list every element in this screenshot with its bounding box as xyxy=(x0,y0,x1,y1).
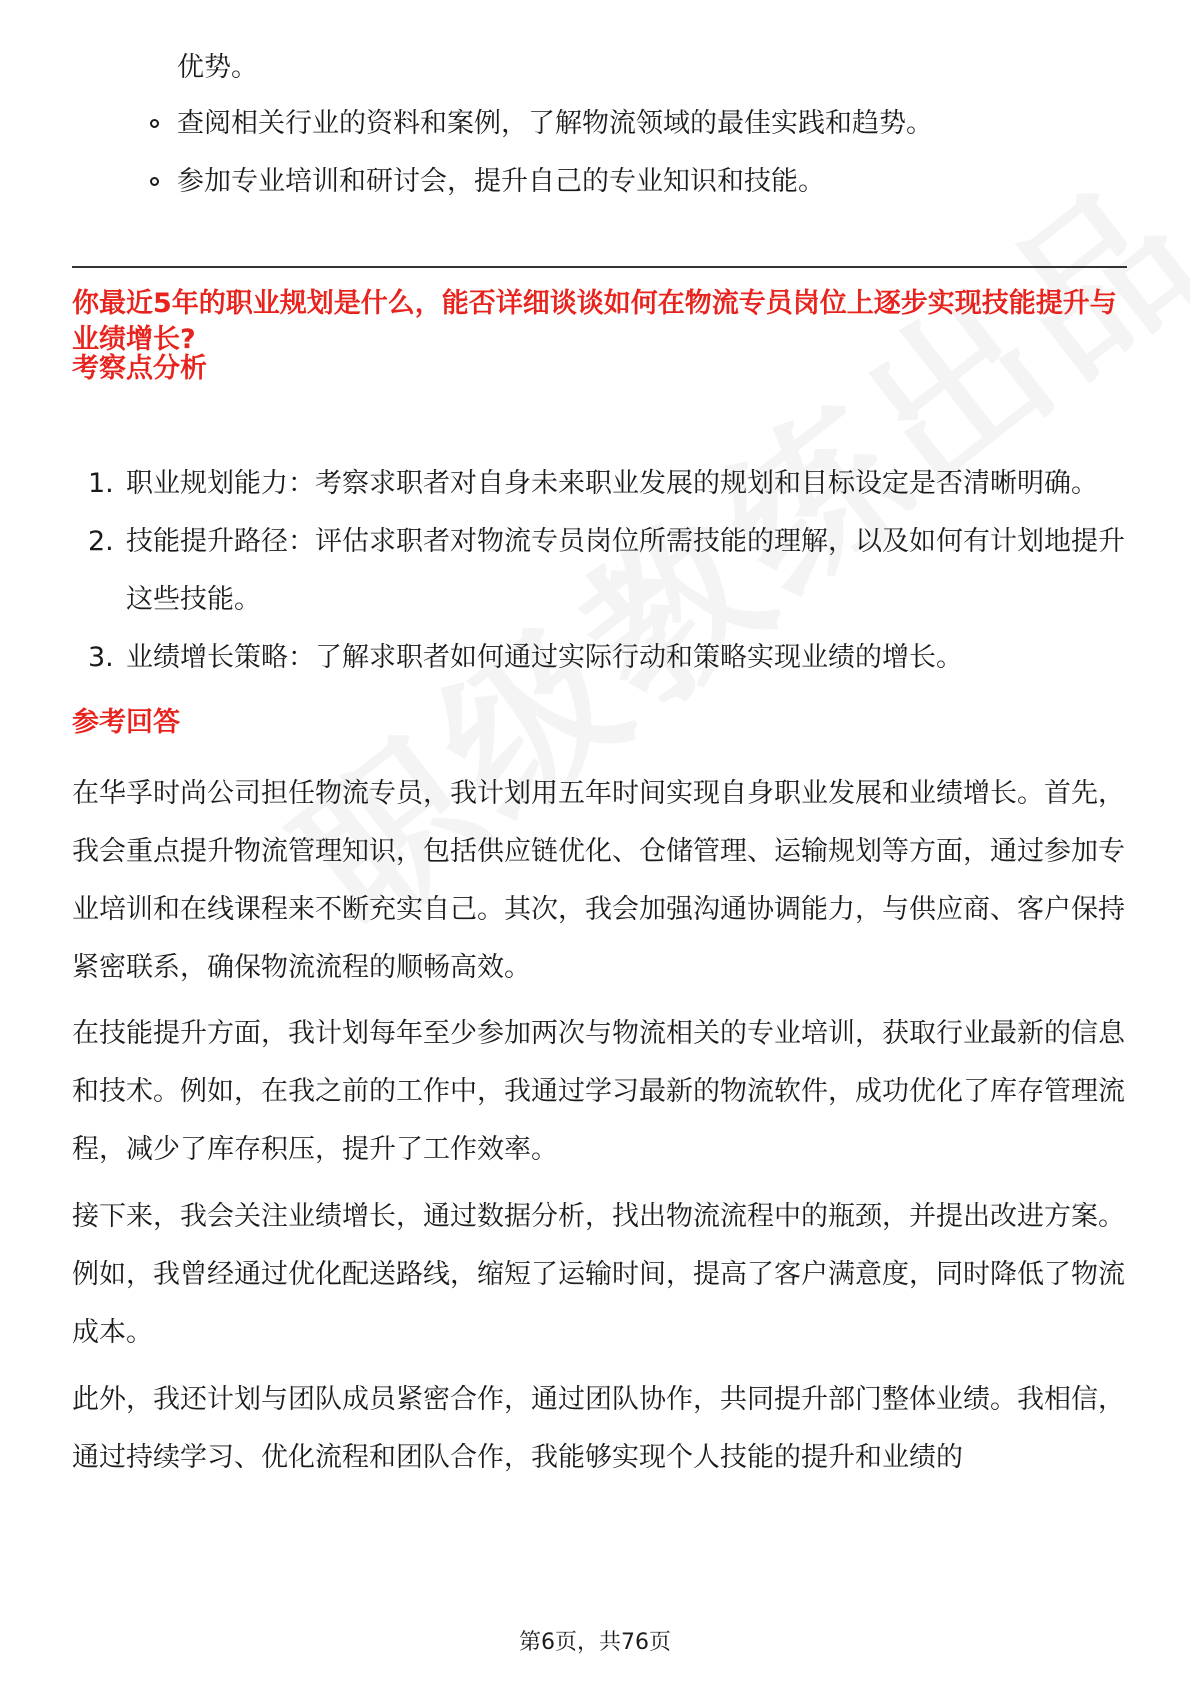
bullet-text: 参加专业培训和研讨会，提升自己的专业知识和技能。 xyxy=(177,166,825,197)
list-item xyxy=(88,629,1138,687)
item-text: 职业规划能力：考察求职者对自身未来职业发展的规划和目标设定是否清晰明确。 xyxy=(126,468,1098,499)
list-item xyxy=(88,455,1138,513)
list-item xyxy=(150,162,933,202)
answer-paragraph: 接下来，我会关注业绩增长，通过数据分析，找出物流流程中的瓶颈，并提出改进方案。例如，我曾经通过优化配送路线，缩短了运输时间，提高了客户满意度，同时降低了物流成本。 xyxy=(72,1201,1125,1348)
item-text: 技能提升路径：评估求职者对物流专员岗位所需技能的理解，以及如何有计划地提升这些技能。 xyxy=(126,526,1125,615)
answer-paragraph: 在华孚时尚公司担任物流专员，我计划用五年时间实现自身职业发展和业绩增长。首先，我会重点提升物流管理知识，包括供应链优化、仓储管理、运输规划等方面，通过参加专业培训和在线课程来不断充实自己。其次，我会加强沟通协调能力，与供应商、客户保持紧密联系，确保物流流程的顺畅高效。 xyxy=(72,778,1125,983)
analysis-list xyxy=(88,455,1138,687)
answer-paragraph: 此外，我还计划与团队成员紧密合作，通过团队协作，共同提升部门整体业绩。我相信，通过持续学习、优化流程和团队合作，我能够实现个人技能的提升和业绩的 xyxy=(72,1384,1125,1473)
bullet-list xyxy=(150,104,933,220)
bullet-circle-icon xyxy=(150,119,159,128)
page-number: 第6页，共76页 xyxy=(519,1630,671,1655)
item-text: 业绩增长策略：了解求职者如何通过实际行动和策略实现业绩的增长。 xyxy=(126,642,963,673)
answer-title: 参考回答 xyxy=(72,707,180,738)
list-item xyxy=(150,104,933,144)
item-number: 1. xyxy=(88,468,114,499)
answer-paragraph: 在技能提升方面，我计划每年至少参加两次与物流相关的专业培训，获取行业最新的信息和技术。例如，在我之前的工作中，我通过学习最新的物流软件，成功优化了库存管理流程，减少了库存积压，提升了工作效率。 xyxy=(72,1018,1125,1165)
analysis-title: 考察点分析 xyxy=(72,353,207,384)
bullet-text: 查阅相关行业的资料和案例，了解物流领域的最佳实践和趋势。 xyxy=(177,108,933,139)
section-divider xyxy=(72,266,1127,268)
bullet-circle-icon xyxy=(150,177,159,186)
item-number: 3. xyxy=(88,642,114,673)
question-heading: 你最近5年的职业规划是什么，能否详细谈谈如何在物流专员岗位上逐步实现技能提升与业绩增长? xyxy=(72,288,1117,355)
item-number: 2. xyxy=(88,526,114,557)
continuation-text: 优势。 xyxy=(177,52,258,83)
list-item xyxy=(88,513,1138,629)
